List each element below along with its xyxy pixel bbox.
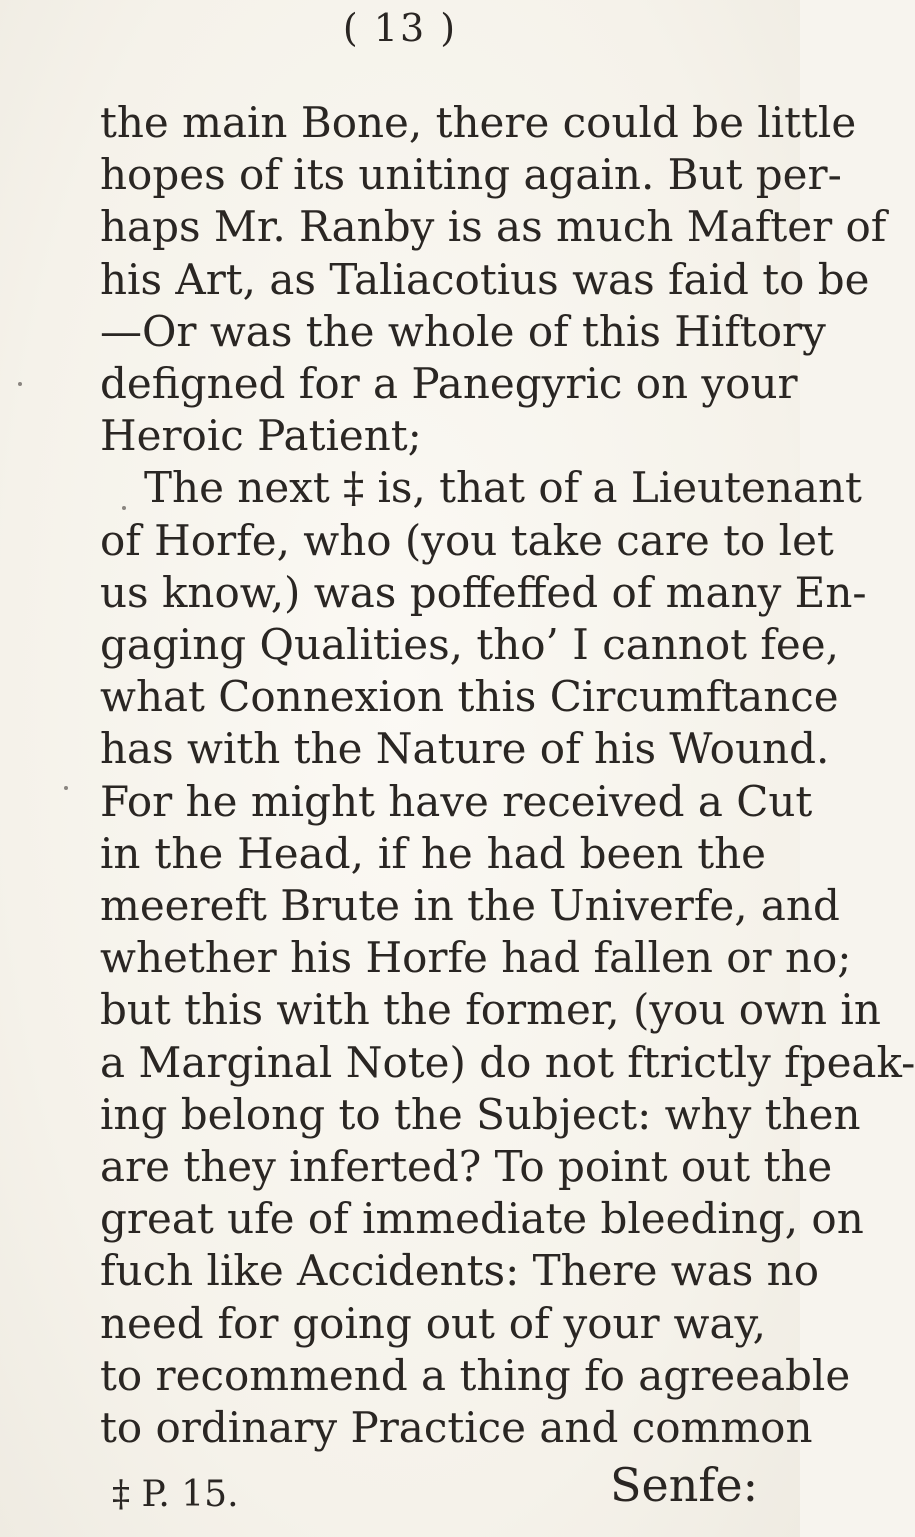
text-line-22: great ufe of immediate bleeding, on [100,1194,864,1244]
text-line-11: gaging Qualities, tho’ I cannot fee, [100,620,839,669]
text-line-1: the main Bone, there could be little [100,98,857,147]
text-line-8: The next ‡ is, that of a Lieutenant [144,463,862,513]
text-line-4: his Art, as Taliacotius was faid to be [100,254,870,304]
text-line-7: Heroic Patient; [100,411,422,461]
paper-speck [64,786,68,790]
text-line-26: to ordinary Practice and common [100,1403,813,1452]
text-line-9: of Horfe, who (you take care to let [100,515,834,565]
text-line-23: fuch like Accidents: There was no [100,1246,820,1296]
text-line-20: ing belong to the Subject: why then [100,1089,861,1139]
text-line-2: hopes of its uniting again. But per- [100,150,842,200]
text-line-15: in the Head, if he had been the [100,828,766,878]
catchword: Senfe: [610,1458,759,1512]
text-line-21: are they inferted? To point out the [100,1142,833,1191]
text-line-5: —Or was the whole of this Hiftory [100,306,826,356]
text-line-12: what Connexion this Circumftance [100,672,839,722]
paper-speck [122,506,126,510]
page-number: ( 13 ) [342,6,458,50]
text-line-13: has with the Nature of his Wound. [100,724,830,774]
text-line-25: to recommend a thing fo agreeable [100,1350,851,1400]
text-line-18: but this with the former, (you own in [100,985,881,1035]
text-line-19: a Marginal Note) do not ftrictly fpeak- [100,1037,915,1087]
text-line-17: whether his Horfe had fallen or no; [100,933,852,983]
text-line-3: haps Mr. Ranby is as much Mafter of [100,202,887,252]
text-line-6: defigned for a Panegyric on your [100,359,798,408]
text-line-14: For he might have received a Cut [100,776,813,826]
text-line-24: need for going out of your way, [100,1298,766,1348]
text-line-16: meereft Brute in the Univerfe, and [100,881,840,930]
footnote: ‡ P. 15. [112,1474,239,1515]
text-line-10: us know,) was poffeffed of many En- [100,567,867,617]
paper-speck [18,382,22,386]
